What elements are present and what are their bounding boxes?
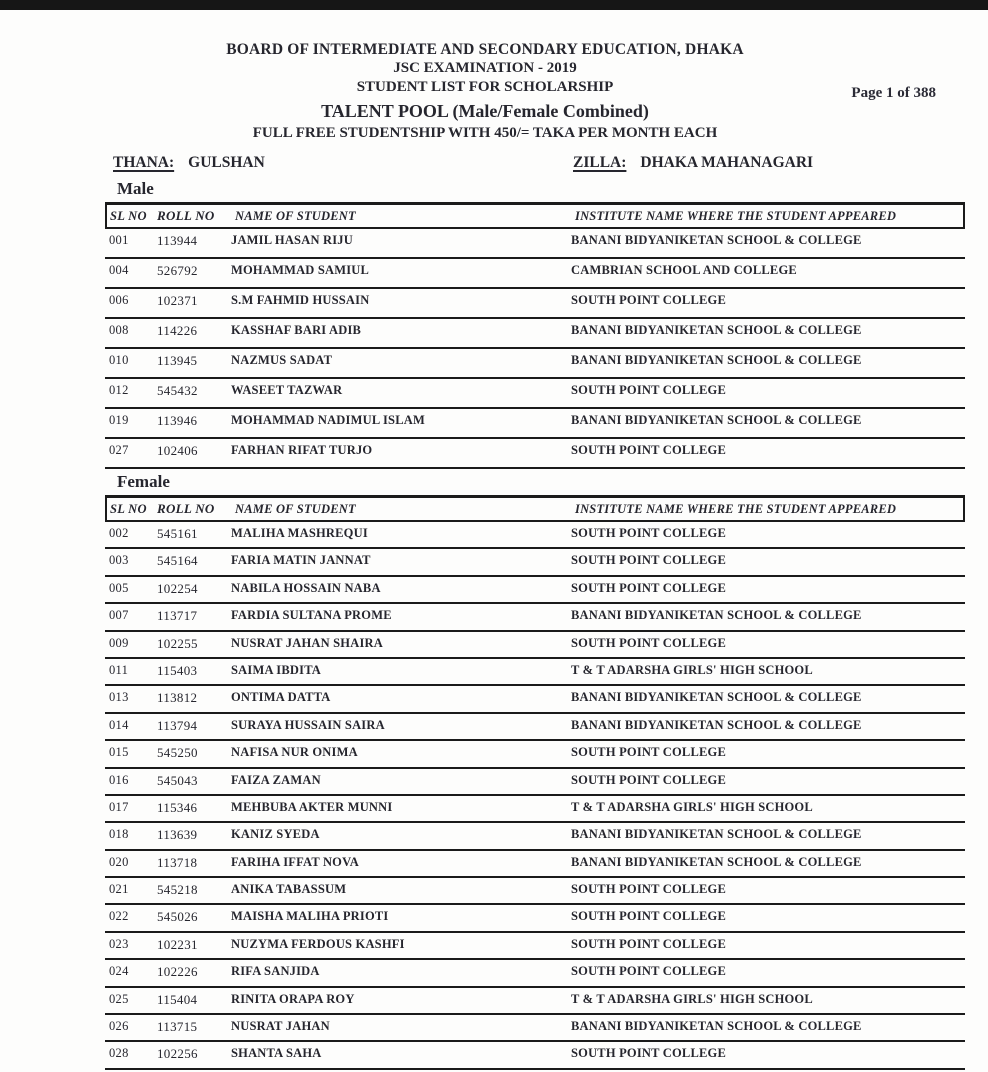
name-cell: MEHBUBA AKTER MUNNI <box>231 799 393 814</box>
institute-cell: CAMBRIAN SCHOOL AND COLLEGE <box>571 263 797 277</box>
name-cell: FARIA MATIN JANNAT <box>231 553 371 568</box>
sl-no-cell: 001 <box>109 233 129 247</box>
institute-cell: SOUTH POINT COLLEGE <box>571 772 726 787</box>
header-sl-no: SL NO <box>110 501 147 516</box>
institute-cell: SOUTH POINT COLLEGE <box>571 964 726 979</box>
page-number-indicator: Page 1 of 388 <box>851 85 936 101</box>
name-cell: NUZYMA FERDOUS KASHFI <box>231 936 405 951</box>
name-cell: MOHAMMAD SAMIUL <box>231 263 370 277</box>
header-institute: INSTITUTE NAME WHERE THE STUDENT APPEARED <box>575 501 897 516</box>
roll-no-cell: 102255 <box>157 635 198 651</box>
student-row <box>105 349 965 379</box>
sl-no-cell: 008 <box>109 323 129 337</box>
student-row <box>105 604 965 631</box>
sl-no-cell: 021 <box>109 882 129 897</box>
name-cell: MALIHA MASHREQUI <box>231 526 368 540</box>
roll-no-cell: 113812 <box>157 690 198 706</box>
institute-cell: SOUTH POINT COLLEGE <box>571 443 726 457</box>
header-name: NAME OF STUDENT <box>235 501 356 516</box>
roll-no-cell: 102231 <box>157 936 198 952</box>
institute-cell: SOUTH POINT COLLEGE <box>571 909 726 924</box>
institute-cell: BANANI BIDYANIKETAN SCHOOL & COLLEGE <box>571 413 862 427</box>
sl-no-cell: 011 <box>109 662 129 677</box>
student-row <box>105 229 965 259</box>
thana-value: GULSHAN <box>188 154 265 171</box>
sl-no-cell: 023 <box>109 936 129 951</box>
student-row <box>105 686 965 713</box>
roll-no-cell: 115346 <box>157 799 198 815</box>
name-cell: SHANTA SAHA <box>231 1046 322 1061</box>
student-row <box>105 933 965 960</box>
institute-cell: SOUTH POINT COLLEGE <box>571 526 726 540</box>
sl-no-cell: 022 <box>109 909 129 924</box>
roll-no-cell: 102406 <box>157 443 198 458</box>
student-row <box>105 549 965 576</box>
studentship-subtitle: FULL FREE STUDENTSHIP WITH 450/= TAKA PER MONTH EACH <box>252 125 718 141</box>
sl-no-cell: 009 <box>109 635 129 650</box>
header-institute: INSTITUTE NAME WHERE THE STUDENT APPEARED <box>575 208 897 223</box>
student-row <box>105 741 965 768</box>
thana-zilla-row <box>113 154 965 172</box>
roll-no-cell: 545218 <box>157 882 198 898</box>
student-row <box>105 1042 965 1069</box>
student-tables <box>105 178 965 1072</box>
student-row <box>105 714 965 741</box>
institute-cell: T & T ADARSHA GIRLS' HIGH SCHOOL <box>571 991 813 1006</box>
section-male <box>105 178 965 469</box>
sl-no-cell: 019 <box>109 413 129 427</box>
sl-no-cell: 018 <box>109 827 129 842</box>
roll-no-cell: 526792 <box>157 263 198 278</box>
table-header-row <box>105 202 965 229</box>
institute-cell: BANANI BIDYANIKETAN SCHOOL & COLLEGE <box>571 717 862 732</box>
section-title-male: Male <box>117 179 154 198</box>
name-cell: JAMIL HASAN RIJU <box>231 233 353 247</box>
list-title: STUDENT LIST FOR SCHOLARSHIP <box>356 79 614 95</box>
student-row <box>105 379 965 409</box>
student-row <box>105 259 965 289</box>
sl-no-cell: 012 <box>109 383 129 397</box>
institute-cell: SOUTH POINT COLLEGE <box>571 580 726 595</box>
section-title-female: Female <box>117 472 170 491</box>
roll-no-cell: 113944 <box>157 233 198 248</box>
document-header <box>105 40 865 143</box>
roll-no-cell: 114226 <box>157 323 198 338</box>
institute-cell: BANANI BIDYANIKETAN SCHOOL & COLLEGE <box>571 690 862 705</box>
student-row <box>105 851 965 878</box>
sl-no-cell: 007 <box>109 608 129 623</box>
sl-no-cell: 015 <box>109 745 129 760</box>
institute-cell: SOUTH POINT COLLEGE <box>571 635 726 650</box>
sl-no-cell: 016 <box>109 772 129 787</box>
sl-no-cell: 003 <box>109 553 129 568</box>
sl-no-cell: 017 <box>109 799 129 814</box>
student-row <box>105 769 965 796</box>
student-row <box>105 409 965 439</box>
roll-no-cell: 545026 <box>157 909 198 925</box>
roll-no-cell: 113639 <box>157 827 198 843</box>
name-cell: NAFISA NUR ONIMA <box>231 745 358 760</box>
student-row <box>105 960 965 987</box>
sl-no-cell: 004 <box>109 263 129 277</box>
name-cell: FARIHA IFFAT NOVA <box>231 854 359 869</box>
sl-no-cell: 006 <box>109 293 129 307</box>
institute-cell: T & T ADARSHA GIRLS' HIGH SCHOOL <box>571 799 813 814</box>
name-cell: NUSRAT JAHAN <box>231 1019 330 1034</box>
roll-no-cell: 102226 <box>157 964 198 980</box>
student-row <box>105 796 965 823</box>
table-header-row <box>105 495 965 522</box>
institute-cell: BANANI BIDYANIKETAN SCHOOL & COLLEGE <box>571 233 862 247</box>
roll-no-cell: 113794 <box>157 717 198 733</box>
sl-no-cell: 013 <box>109 690 129 705</box>
student-row <box>105 319 965 349</box>
student-row <box>105 823 965 850</box>
roll-no-cell: 115404 <box>157 991 198 1007</box>
board-title: BOARD OF INTERMEDIATE AND SECONDARY EDUCATION, DHAKA <box>226 41 744 58</box>
roll-no-cell: 113717 <box>157 608 198 624</box>
name-cell: RIFA SANJIDA <box>231 964 320 979</box>
student-row <box>105 522 965 549</box>
header-roll-no: ROLL NO <box>157 501 215 516</box>
student-row <box>105 632 965 659</box>
roll-no-cell: 545432 <box>157 383 198 398</box>
institute-cell: SOUTH POINT COLLEGE <box>571 745 726 760</box>
name-cell: ONTIMA DATTA <box>231 690 331 705</box>
student-row <box>105 659 965 686</box>
header-roll-no: ROLL NO <box>157 208 215 223</box>
section-female <box>105 471 965 1070</box>
institute-cell: BANANI BIDYANIKETAN SCHOOL & COLLEGE <box>571 854 862 869</box>
name-cell: S.M FAHMID HUSSAIN <box>231 293 370 307</box>
roll-no-cell: 545043 <box>157 772 198 788</box>
zilla-label: ZILLA: <box>573 154 627 171</box>
header-sl-no: SL NO <box>110 208 147 223</box>
sl-no-cell: 024 <box>109 964 129 979</box>
name-cell: SURAYA HUSSAIN SAIRA <box>231 717 385 732</box>
student-row <box>105 577 965 604</box>
institute-cell: SOUTH POINT COLLEGE <box>571 383 726 397</box>
thana-group <box>113 154 265 171</box>
student-row <box>105 1015 965 1042</box>
institute-cell: BANANI BIDYANIKETAN SCHOOL & COLLEGE <box>571 608 862 623</box>
institute-cell: BANANI BIDYANIKETAN SCHOOL & COLLEGE <box>571 827 862 842</box>
name-cell: NABILA HOSSAIN NABA <box>231 580 381 595</box>
institute-cell: SOUTH POINT COLLEGE <box>571 1046 726 1061</box>
institute-cell: SOUTH POINT COLLEGE <box>571 293 726 307</box>
scan-top-edge-bar <box>0 0 988 10</box>
institute-cell: SOUTH POINT COLLEGE <box>571 553 726 568</box>
name-cell: MOHAMMAD NADIMUL ISLAM <box>231 413 425 427</box>
name-cell: MAISHA MALIHA PRIOTI <box>231 909 389 924</box>
sl-no-cell: 005 <box>109 580 129 595</box>
sl-no-cell: 027 <box>109 443 129 457</box>
roll-no-cell: 115403 <box>157 662 198 678</box>
roll-no-cell: 113945 <box>157 353 198 368</box>
thana-label: THANA: <box>113 154 175 171</box>
exam-title: JSC EXAMINATION - 2019 <box>393 60 577 76</box>
name-cell: NUSRAT JAHAN SHAIRA <box>231 635 383 650</box>
name-cell: RINITA ORAPA ROY <box>231 991 355 1006</box>
student-row <box>105 988 965 1015</box>
institute-cell: BANANI BIDYANIKETAN SCHOOL & COLLEGE <box>571 1019 862 1034</box>
roll-no-cell: 102371 <box>157 293 198 308</box>
roll-no-cell: 113715 <box>157 1019 198 1035</box>
sl-no-cell: 020 <box>109 854 129 869</box>
zilla-value: DHAKA MAHANAGARI <box>640 154 814 171</box>
name-cell: SAIMA IBDITA <box>231 662 322 677</box>
sl-no-cell: 002 <box>109 526 129 540</box>
name-cell: NAZMUS SADAT <box>231 353 333 367</box>
student-row <box>105 439 965 469</box>
institute-cell: T & T ADARSHA GIRLS' HIGH SCHOOL <box>571 662 813 677</box>
sl-no-cell: 025 <box>109 991 129 1006</box>
sl-no-cell: 014 <box>109 717 129 732</box>
name-cell: WASEET TAZWAR <box>231 383 343 397</box>
sl-no-cell: 028 <box>109 1046 129 1061</box>
institute-cell: SOUTH POINT COLLEGE <box>571 882 726 897</box>
talent-pool-title: TALENT POOL (Male/Female Combined) <box>321 101 649 121</box>
roll-no-cell: 102254 <box>157 580 198 596</box>
name-cell: FARDIA SULTANA PROME <box>231 608 392 623</box>
name-cell: FAIZA ZAMAN <box>231 772 321 787</box>
sl-no-cell: 010 <box>109 353 129 367</box>
institute-cell: BANANI BIDYANIKETAN SCHOOL & COLLEGE <box>571 323 862 337</box>
sl-no-cell: 026 <box>109 1019 129 1034</box>
name-cell: ANIKA TABASSUM <box>231 882 347 897</box>
zilla-group <box>573 154 813 172</box>
name-cell: FARHAN RIFAT TURJO <box>231 443 373 457</box>
roll-no-cell: 102256 <box>157 1046 198 1062</box>
institute-cell: BANANI BIDYANIKETAN SCHOOL & COLLEGE <box>571 353 862 367</box>
roll-no-cell: 545250 <box>157 745 198 761</box>
student-row <box>105 905 965 932</box>
institute-cell: SOUTH POINT COLLEGE <box>571 936 726 951</box>
roll-no-cell: 545164 <box>157 553 198 569</box>
name-cell: KASSHAF BARI ADIB <box>231 323 362 337</box>
roll-no-cell: 113946 <box>157 413 198 428</box>
roll-no-cell: 113718 <box>157 854 198 870</box>
student-row <box>105 289 965 319</box>
student-row <box>105 878 965 905</box>
roll-no-cell: 545161 <box>157 526 198 541</box>
header-name: NAME OF STUDENT <box>235 208 356 223</box>
name-cell: KANIZ SYEDA <box>231 827 320 842</box>
